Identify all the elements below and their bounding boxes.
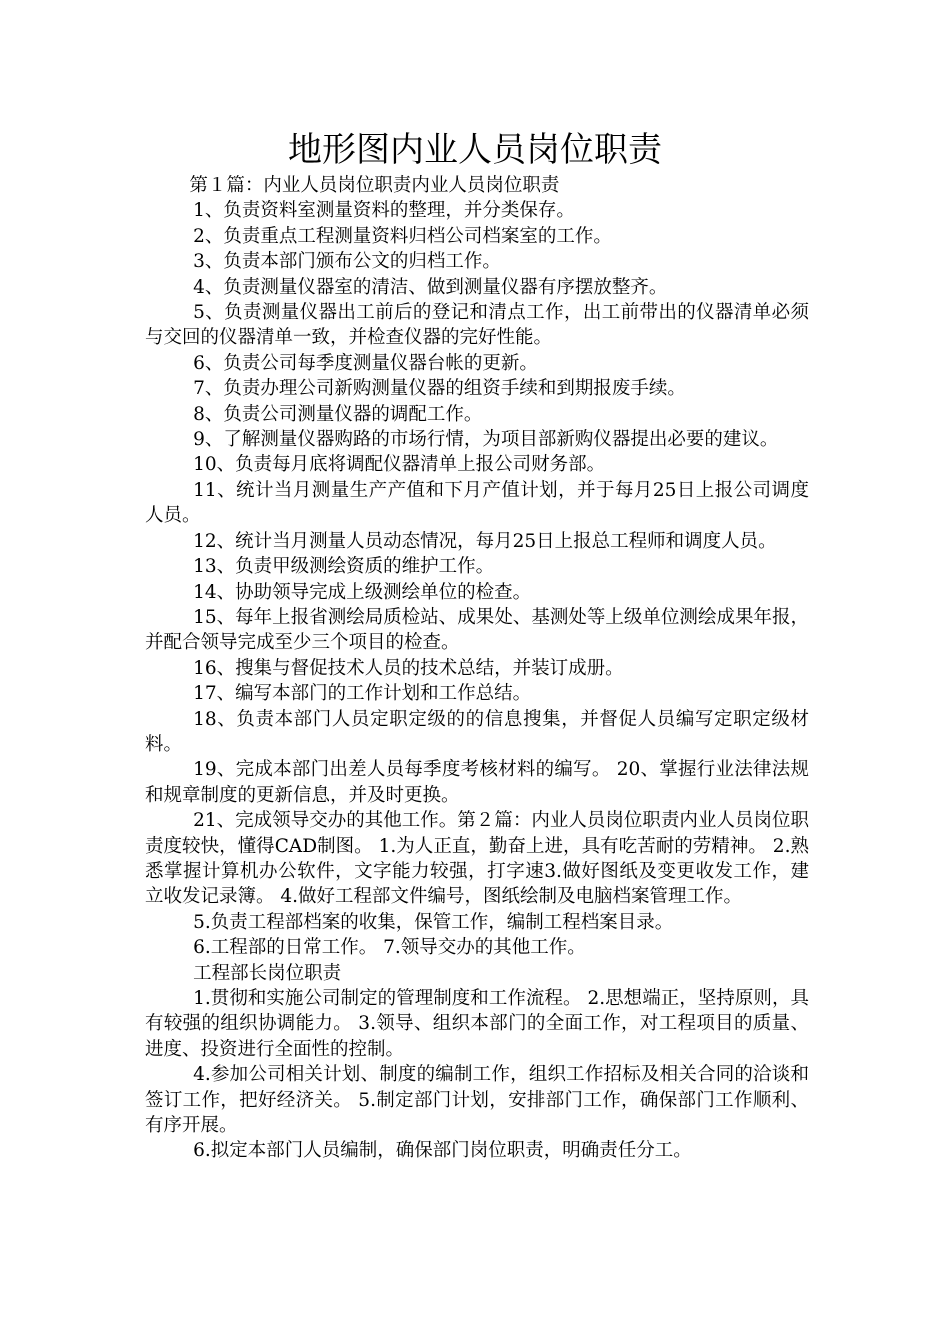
paragraph: 5、负责测量仪器出工前后的登记和清点工作，出工前带出的仪器清单必须与交回的仪器清单一致，并检查仪器的完好性能。 (145, 302, 809, 349)
paragraph-section-heading: 第１篇：内业人员岗位职责内业人员岗位职责 (189, 175, 560, 196)
paragraph: 19、完成本部门出差人员每季度考核材料的编写。 20、掌握行业法律法规和规章制度的更新信息，并及时更换。 (145, 759, 809, 806)
paragraph: 10、负责每月底将调配仪器清单上报公司财务部。 (193, 454, 606, 476)
paragraph-subheading: 工程部长岗位职责 (193, 962, 342, 984)
paragraph: 2、负责重点工程测量资料归档公司档案室的工作。 (193, 225, 612, 247)
paragraph: 1、负责资料室测量资料的整理，并分类保存。 (193, 200, 575, 222)
paragraph: 15、每年上报省测绘局质检站、成果处、基测处等上级单位测绘成果年报，并配合领导完成至少三个项目的检查。 (145, 606, 809, 654)
paragraph: 3、负责本部门颁布公文的归档工作。 (193, 251, 501, 273)
paragraph: 4、负责测量仪器室的清洁、做到测量仪器有序摆放整齐。 (193, 276, 668, 298)
paragraph: 6.拟定本部门人员编制，确保部门岗位职责，明确责任分工。 (193, 1140, 692, 1162)
paragraph: 8、负责公司测量仪器的调配工作。 (193, 403, 483, 425)
paragraph: 12、统计当月测量人员动态情况，每月25日上报总工程师和调度人员。 (193, 530, 777, 552)
document-title: 地形图内业人员岗位职责 (288, 130, 662, 170)
paragraph: 14、协助领导完成上级测绘单位的检查。 (193, 581, 532, 603)
paragraph: 17、编写本部门的工作计划和工作总结。 (193, 683, 532, 705)
paragraph: 13、负责甲级测绘资质的维护工作。 (193, 556, 495, 578)
paragraph: 5.负责工程部档案的收集，保管工作，编制工程档案目录。 (193, 911, 674, 933)
paragraph: 6.工程部的日常工作。 7.领导交办的其他工作。 (193, 937, 586, 959)
paragraph: 4.参加公司相关计划、制度的编制工作，组织工作招标及相关合同的洽谈和签订工作，把好经济关。 5.制定部门计划，安排部门工作，确保部门工作顺利、有序开展。 (145, 1064, 809, 1137)
paragraph: 16、搜集与督促技术人员的技术总结，并装订成册。 (193, 657, 624, 679)
paragraph: 21、完成领导交办的其他工作。第２篇：内业人员岗位职责内业人员岗位职责度较快，懂得CAD制图。 1.为人正直，勤奋上进，具有吃苦耐的劳精神。 2.熟悉掌握计算机办公软件，文字能力较强，打字速3.做好图纸及变更收发工作，建立收发记录簿。 4.做好工程部文件编号，图纸绘制及电脑档案管理工作。 (145, 810, 809, 908)
paragraph: 1.贯彻和实施公司制定的管理制度和工作流程。 2.思想端正，坚持原则，具有较强的组织协调能力。 3.领导、组织本部门的全面工作，对工程项目的质量、进度、投资进行全面性的控制。 (145, 988, 809, 1060)
paragraph: 11、统计当月测量生产产值和下月产值计划，并于每月25日上报公司调度人员。 (145, 479, 809, 527)
paragraph: 9、了解测量仪器购路的市场行情，为项目部新购仪器提出必要的建议。 (193, 429, 779, 451)
document-body (145, 173, 809, 1164)
paragraph: 6、负责公司每季度测量仪器台帐的更新。 (193, 352, 538, 374)
paragraph: 18、负责本部门人员定职定级的的信息搜集，并督促人员编写定职定级材料。 (145, 708, 809, 755)
paragraph: 7、负责办理公司新购测量仪器的组资手续和到期报废手续。 (193, 378, 686, 400)
